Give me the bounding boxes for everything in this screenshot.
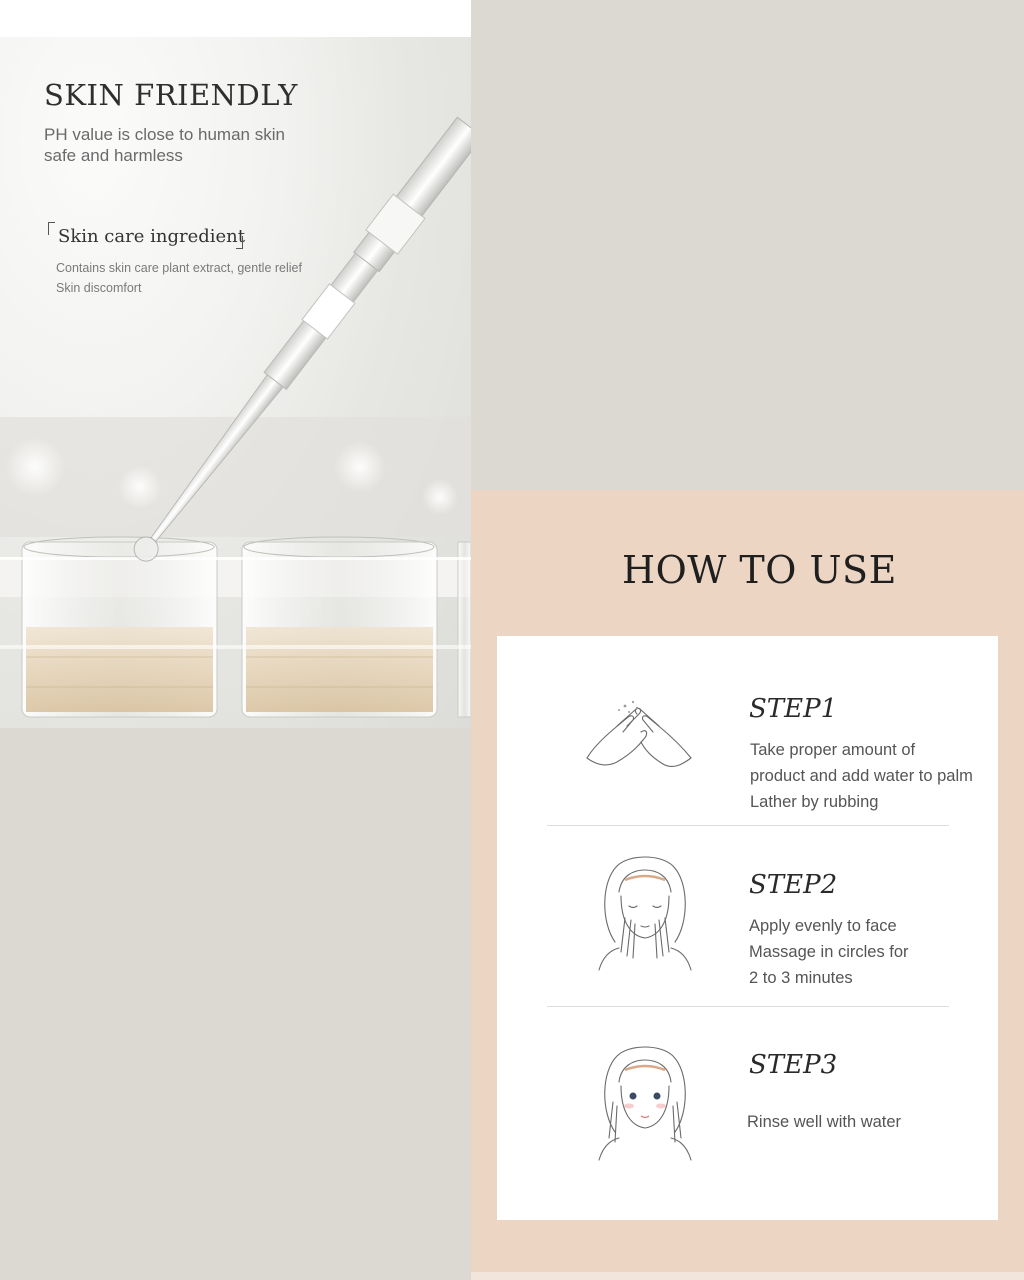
feature-subtitle xyxy=(44,124,285,166)
how-to-use-title: HOW TO USE xyxy=(622,548,897,592)
ingredient-heading: Skin care ingredient xyxy=(58,226,245,247)
feature-title: SKIN FRIENDLY xyxy=(44,78,298,112)
step2-text xyxy=(749,913,909,991)
step2-title: STEP2 xyxy=(749,870,838,900)
step3-text xyxy=(747,1109,901,1135)
step2-line: Massage in circles for xyxy=(749,943,909,961)
hands-rubbing-icon xyxy=(583,698,695,778)
ingredient-description xyxy=(56,258,302,298)
ingredient-line: Skin discomfort xyxy=(56,281,142,295)
corner-bracket-top-left xyxy=(48,222,55,235)
step1-line: Lather by rubbing xyxy=(750,793,879,811)
feature-subtitle-line: safe and harmless xyxy=(44,146,183,165)
step1-title: STEP1 xyxy=(749,694,838,724)
step2-line: 2 to 3 minutes xyxy=(749,969,853,987)
step1-line: Take proper amount of xyxy=(750,741,916,759)
step1-text xyxy=(750,737,973,815)
top-white-strip xyxy=(0,0,471,37)
step-divider xyxy=(547,825,949,826)
corner-bracket-bottom-right xyxy=(236,236,243,249)
face-rinse-icon xyxy=(595,1042,695,1162)
step3-line: Rinse well with water xyxy=(747,1113,902,1131)
feature-subtitle-line: PH value is close to human skin xyxy=(44,125,285,144)
step-divider xyxy=(547,1006,949,1007)
ingredient-line: Contains skin care plant extract, gentle relief xyxy=(56,261,302,275)
step3-title: STEP3 xyxy=(749,1050,838,1080)
step2-line: Apply evenly to face xyxy=(749,917,897,935)
bottom-strip xyxy=(471,1272,1024,1280)
step1-line: product and add water to palm xyxy=(750,767,973,785)
face-massage-icon xyxy=(595,852,695,972)
steps-card xyxy=(497,636,998,1220)
